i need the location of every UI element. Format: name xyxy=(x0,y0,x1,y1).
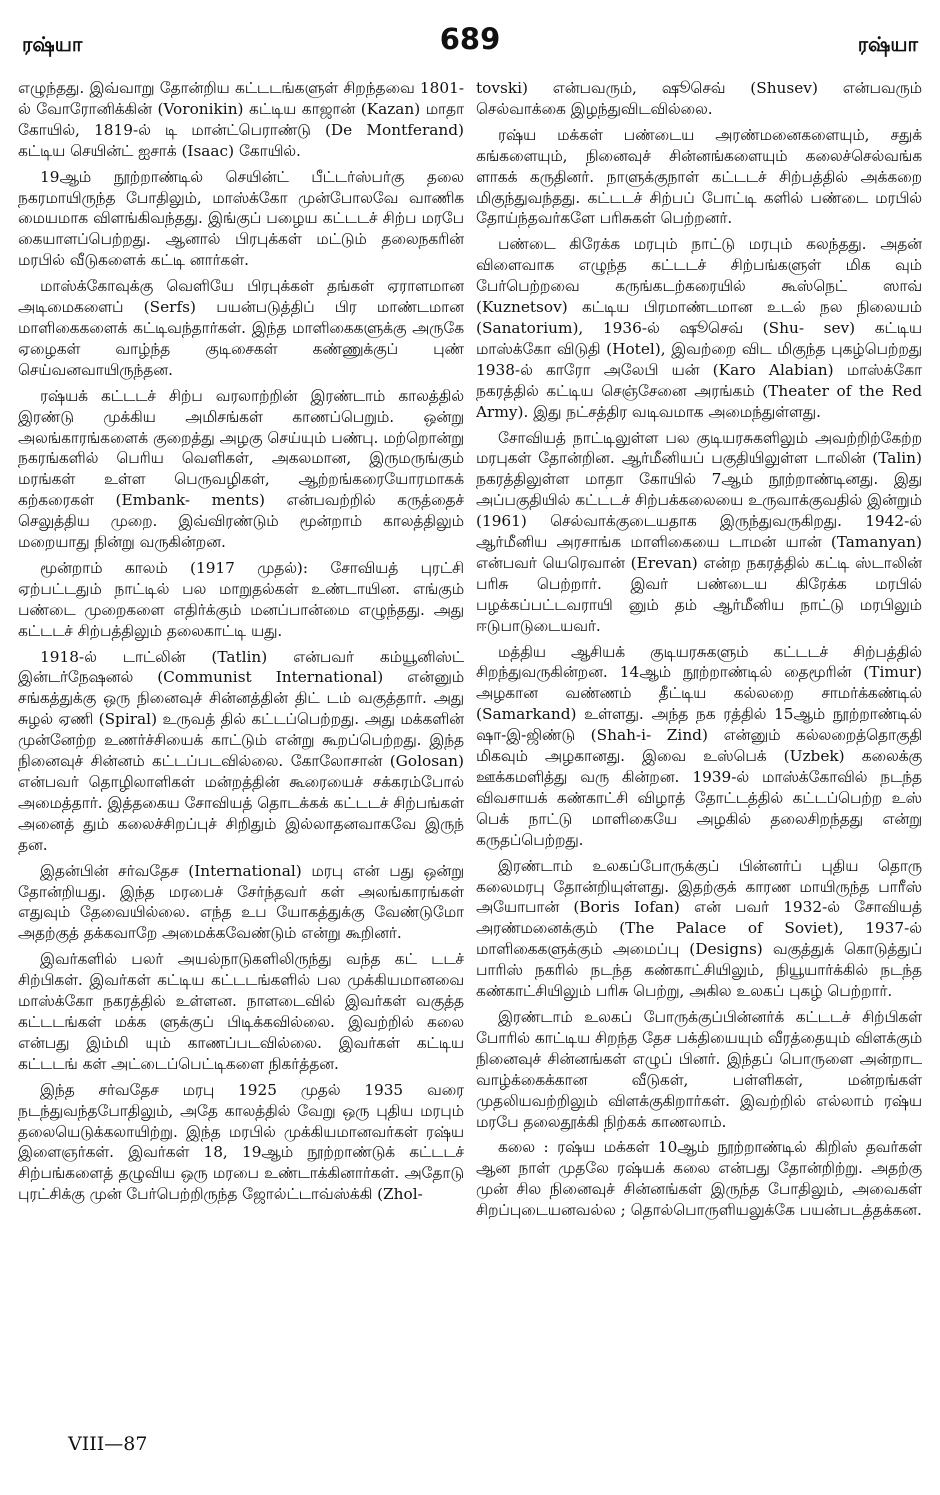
text-columns xyxy=(18,78,922,1458)
running-head-left: ரஷ்யா xyxy=(22,32,83,56)
paragraph: இந்த சர்வதேச மரபு 1925 முதல் 1935 வரை நடந்துவந்தபோதிலும், அதே காலத்தில் வேறு ஒரு புதிய மரபும் தலையெடுக்கலாயிற்று. இந்த மரபில் முக்கியமானவர்கள் ரஷ்ய இளைஞர்கள். இவர்கள் 18, 19ஆம் நூற்றாண்டுக் கட்டடச் சிற்பங்களைத் தழுவிய ஒரு மரபை உண்டாக்கினார்கள். அதோடு புரட்சிக்கு முன் பேர்பெற்றிருந்த ஜோல்ட்டாவ்ஸ்க்கி (Zhol- xyxy=(18,1080,464,1204)
left-column xyxy=(18,78,464,1458)
paragraph: 1918-ல் டாட்லின் (Tatlin) என்பவர் கம்யூனிஸ்ட் இன்டர்நேஷனல் (Communist International) என்னும் சங்கத்துக்கு ஒரு நினைவுச் சின்னத்தின் திட் டம் வகுத்தார். அது சுழல் ஏணி (Spiral) உருவத் தில் கட்டப்பெற்றது. அது மக்களின் முன்னேற்ற உணர்ச்சியைக் காட்டும் என்று கூறப்பெற்றது. இந்த நினைவுச் சின்னம் கட்டப்படவில்லை. கோலோசான் (Golosan) என்பவர் தொழிலாளிகள் மன்றத்தின் கூரையைச் சக்கரம்போல் அமைத்தார். இத்தகைய சோவியத் தொடக்கக் கட்டடச் சிற்பங்கள் அனைத் தும் கலைச்சிறப்புச் சிறிதும் இல்லாதனவாகவே இருந் தன. xyxy=(18,647,464,854)
paragraph: பண்டை கிரேக்க மரபும் நாட்டு மரபும் கலந்தது. அதன் விளைவாக எழுந்த கட்டடச் சிற்பங்களுள் மிக வும் பேர்பெற்றவை கருங்கடற்கரையில் கூஸ்நெட் ஸாவ் (Kuznetsov) கட்டிய பிரமாண்டமான உடல் நல நிலையம் (Sanatorium), 1936-ல் ஷூசெவ் (Shu- sev) கட்டிய மாஸ்க்கோ விடுதி (Hotel), இவற்றை விட மிகுந்த புகழ்பெற்றது 1938-ல் காரோ அலேபி யன் (Karo Alabian) மாஸ்க்கோ நகரத்தில் கட்டிய செஞ்சேனை அரங்கம் (Theater of the Red Army). இது நட்சத்திர வடிவமாக அமைந்துள்ளது. xyxy=(476,235,922,421)
paragraph: இரண்டாம் உலகப் போருக்குப்பின்னர்க் கட்டடச் சிற்பிகள் போரில் காட்டிய சிறந்த தேச பக்தியையும் வீரத்தையும் விளக்கும் நினைவுச் சின்னங்கள் எழுப் பினர். இந்தப் பொருளை அன்றாட வாழ்க்கைக்கான வீடுகள், பள்ளிகள், மன்றங்கள் முதலியவற்றிலும் விளக்குகிறார்கள். இவற்றில் எல்லாம் ரஷ்ய மரபே தலைதூக்கி நிற்கக் காணலாம். xyxy=(476,1007,922,1131)
paragraph: ரஷ்யக் கட்டடச் சிற்ப வரலாற்றின் இரண்டாம் காலத்தில் இரண்டு முக்கிய அமிசங்கள் காணப்பெறும். ஒன்று அலங்காரங்களைக் குறைத்து அழகு செய்யும் பண்பு. மற்றொன்று நகரங்களில் பெரிய வெளிகள், அகலமான, இருமருங்கும் மரங்கள் உள்ள பெருவழிகள், ஆற்றங்கரையோரமாகக் கற்கரைகள் (Embank- ments) என்பவற்றில் கருத்தைச் செலுத்திய முறை. இவ்விரண்டும் மூன்றாம் காலத்திலும் மறையாது நின்று வருகின்றன. xyxy=(18,386,464,552)
paragraph: 19ஆம் நூற்றாண்டில் செயின்ட் பீட்டர்ஸ்பர்கு தலை நகரமாயிருந்த போதிலும், மாஸ்க்கோ முன்போலவே வாணிக மையமாக விளங்கிவந்தது. இங்குப் பழைய கட்டடச் சிற்ப மரபே கையாளப்பெற்றது. ஆனால் பிரபுக்கள் மட்டும் தலைநகரின் மரபில் வீடுகளைக் கட்டி னார்கள். xyxy=(18,167,464,270)
paragraph: ரஷ்ய மக்கள் பண்டைய அரண்மனைகளையும், சதுக் கங்களையும், நினைவுச் சின்னங்களையும் கலைச்செல்வங்க ளாகக் கருதினர். நாளுக்குநாள் கட்டடச் சிற்பத்தில் அக்கறை மிகுந்துவந்தது. கட்டடச் சிற்பப் போட்டி களில் பண்டை மரபில் தோய்ந்தவர்களே பரிசுகள் பெற்றனர். xyxy=(476,125,922,228)
running-head-right: ரஷ்யா xyxy=(857,32,918,56)
paragraph: சோவியத் நாட்டிலுள்ள பல குடியரசுகளிலும் அவற்றிற்கேற்ற மரபுகள் தோன்றின. ஆர்மீனியப் பகுதியிலுள்ள டாலின் (Talin) நகரத்திலுள்ள மாதா கோயில் 7ஆம் நூற்றாண்டினது. இது அப்பகுதியில் கட்டடச் சிற்பக்கலையை உருவாக்குவதில் இன்றும் (1961) செல்வாக்குடையதாக இருந்துவருகிறது. 1942-ல் ஆர்மீனிய அரசாங்க மாளிகையை டாமன் யான் (Tamanyan) என்பவர் யெரெவான் (Erevan) என்ற நகரத்தில் கட்டி ஸ்டாலின் பரிசு பெற்றார். இவர் பண்டைய கிரேக்க மரபில் பழக்கப்பட்டவராயி னும் தம் ஆர்மீனிய நாட்டு மரபிலும் ஈடுபாடுடையவர். xyxy=(476,428,922,635)
paragraph: கலை : ரஷ்ய மக்கள் 10ஆம் நூற்றாண்டில் கிறிஸ் தவர்கள் ஆன நாள் முதலே ரஷ்யக் கலை என்பது தோன்றிற்று. அதற்கு முன் சில நினைவுச் சின்னங்கள் இருந்த போதிலும், அவைகள் சிறப்புடையனவல்ல ; தொல்பொருளியலுக்கே பயன்படத்தக்கன. xyxy=(476,1138,922,1220)
paragraph: எழுந்தது. இவ்வாறு தோன்றிய கட்டடங்களுள் சிறந்தவை 1801-ல் வோரோனிக்கின் (Voronikin) கட்டிய காஜான் (Kazan) மாதா கோயில், 1819-ல் டி மான்ட்பெராண்டு (De Montferand) கட்டிய செயின்ட் ஐசாக் (Isaac) கோயில். xyxy=(18,79,464,160)
page-number: 689 xyxy=(439,22,501,56)
paragraph: மூன்றாம் காலம் (1917 முதல்): சோவியத் புரட்சி ஏற்பட்டதும் நாட்டில் பல மாறுதல்கள் உண்டாயின. எங்கும் பண்டை முறைகளை எதிர்க்கும் மனப்பான்மை எழுந்தது. அது கட்டடச் சிற்பத்திலும் தலைகாட்டி யது. xyxy=(18,558,464,640)
paragraph: மாஸ்க்கோவுக்கு வெளியே பிரபுக்கள் தங்கள் ஏராளமான அடிமைகளைப் (Serfs) பயன்படுத்திப் பிர மாண்டமான மாளிகைகளைக் கட்டிவந்தார்கள். இந்த மாளிகைகளுக்கு அருகே ஏழைகள் வாழ்ந்த குடிசைகள் கண்ணுக்குப் புண் செய்வனவாயிருந்தன. xyxy=(18,277,464,379)
signature-mark: VIII—87 xyxy=(68,1433,148,1455)
paragraph: இவர்களில் பலர் அயல்நாடுகளிலிருந்து வந்த கட் டடச் சிற்பிகள். இவர்கள் கட்டிய கட்டடங்களில் பல முக்கியமானவை மாஸ்க்கோ நகரத்தில் உள்ளன. நாளடைவில் இவர்கள் வகுத்த கட்டடங்கள் மக்க ளுக்குப் பிடிக்கவில்லை. இவற்றில் கலை என்பது இம்மி யும் காணப்படவில்லை. இவர்கள் கட்டிய கட்டடங் கள் அட்டைப்பெட்டிகளை நிகர்த்தன. xyxy=(18,950,464,1073)
paragraph: இரண்டாம் உலகப்போருக்குப் பின்னர்ப் புதிய தொரு கலைமரபு தோன்றியுள்ளது. இதற்குக் காரண மாயிருந்த பாரீஸ் அயோபான் (Boris Iofan) என் பவர் 1932-ல் சோவியத் அரண்மனைக்கும் (The Palace of Soviet), 1937-ல் மாளிகைகளுக்கும் அமைப்பு (Designs) வகுத்துக் கொடுத்துப் பாரிஸ் நகரில் நடந்த கண்காட்சியிலும், நியூயார்க்கில் நடந்த கண்காட்சியிலும் பரிசு பெற்று, அகில உலகப் புகழ் பெற்றார். xyxy=(476,856,922,1001)
paragraph: இதன்பின் சர்வதேச (International) மரபு என் பது ஒன்று தோன்றியது. இந்த மரபைச் சேர்ந்தவர் கள் அலங்காரங்கள் எதுவும் தேவையில்லை. எந்த உப யோகத்துக்கு வேண்டுமோ அதற்குத் தக்கவாறே அமைக்கவேண்டும் என்று கூறினர். xyxy=(18,861,464,943)
right-column xyxy=(476,78,922,1458)
paragraph: tovski) என்பவரும், ஷூசெவ் (Shusev) என்பவரும் செல்வாக்கை இழந்துவிடவில்லை. xyxy=(476,79,922,118)
page-header xyxy=(22,22,918,62)
paragraph: மத்திய ஆசியக் குடியரசுகளும் கட்டடச் சிற்பத்தில் சிறந்துவருகின்றன. 14ஆம் நூற்றாண்டில் தைமூரின் (Timur) அழகான வண்ணம் தீட்டிய கல்லறை சாமர்க்கண்டில் (Samarkand) உள்ளது. அந்த நக ரத்தில் 15ஆம் நூற்றாண்டில் ஷா-இ-ஜிண்டு (Shah-i- Zind) என்னும் கல்லறைத்தொகுதி மிகவும் அழகானது. இவை உஸ்பெக் (Uzbek) கலைக்கு ஊக்கமளித்து வரு கின்றன. 1939-ல் மாஸ்க்கோவில் நடந்த விவசாயக் கண்காட்சி விழாத் தோட்டத்தில் கட்டப்பெற்ற உஸ் பெக் நாட்டு மாளிகையே அழகில் தலைசிறந்தது என்று கருதப்பெற்றது. xyxy=(476,642,922,849)
